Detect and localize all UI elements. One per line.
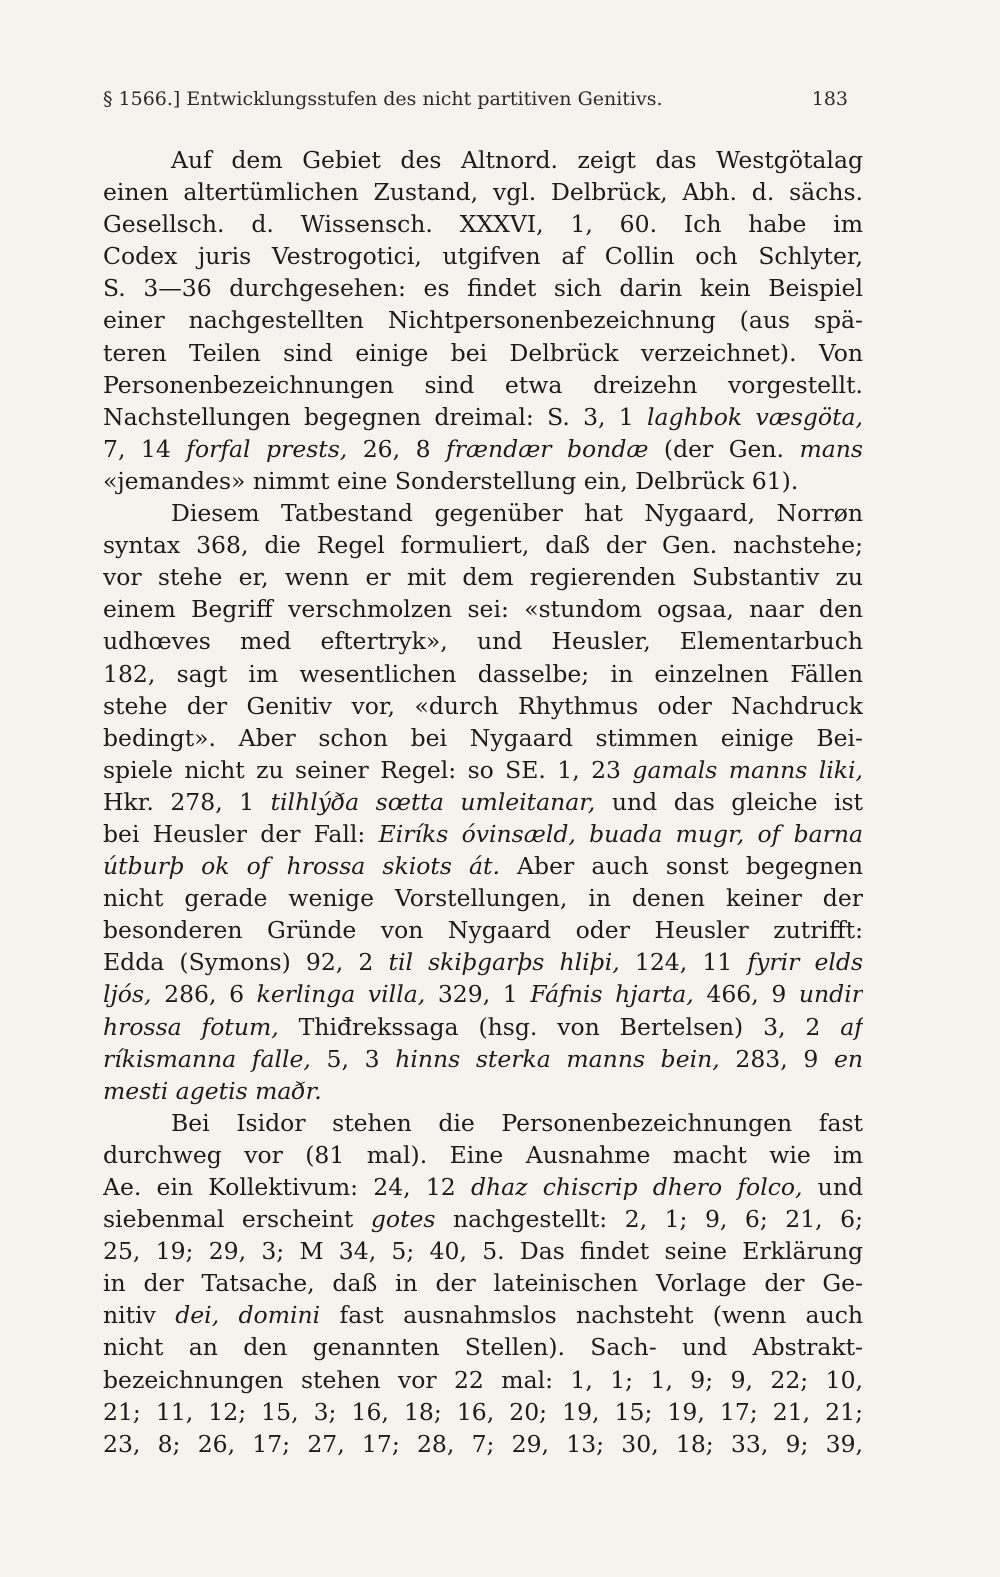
italic-citation: laghbok væsgöta,	[647, 402, 863, 431]
text-run: 329, 1	[425, 980, 531, 1009]
text-line	[103, 1107, 863, 1139]
italic-citation: ríkismanna falle,	[103, 1044, 311, 1073]
text-run: 7, 14	[103, 434, 187, 463]
italic-citation: gamals manns liki,	[632, 755, 863, 784]
text-line	[103, 433, 863, 465]
text-run: syntax 368, die Regel formuliert, daß der Gen. nachstehe;	[103, 531, 863, 560]
text-line	[103, 593, 863, 625]
text-run: 283, 9	[719, 1044, 834, 1073]
text-line	[103, 722, 863, 754]
text-run: und das gleiche ist	[595, 787, 863, 816]
text-run: nitiv	[103, 1301, 176, 1330]
italic-citation: ljós,	[103, 980, 152, 1009]
italic-citation: gotes	[370, 1205, 436, 1234]
italic-citation: Eiríks óvinsæld, buada mugr, of barna	[378, 819, 863, 848]
text-line	[103, 1235, 863, 1267]
italic-citation: útburþ ok of hrossa skiots át.	[103, 852, 500, 881]
italic-citation: en	[833, 1044, 863, 1073]
text-line	[103, 754, 863, 786]
text-line	[103, 369, 863, 401]
text-line	[103, 1075, 863, 1107]
italic-citation: forfal prests,	[186, 434, 348, 463]
header-title: § 1566.] Entwicklungsstufen des nicht partitiven Genitivs.	[103, 88, 663, 110]
text-run: spiele nicht zu seiner Regel: so SE. 1, 23	[103, 755, 633, 784]
text-run: Codex juris Vestrogotici, utgifven af Collin och Schlyter,	[103, 242, 863, 271]
text-run: Thiđrekssaga (hsg. von Bertelsen) 3, 2	[278, 1012, 841, 1041]
text-line	[103, 1043, 863, 1075]
text-run: nachgestellt: 2, 1; 9, 6; 21, 6;	[435, 1205, 863, 1234]
text-line	[103, 304, 863, 336]
text-line	[103, 176, 863, 208]
text-run: 124, 11	[619, 948, 748, 977]
text-run: Personenbezeichnungen sind etwa dreizehn vorgestellt.	[103, 370, 863, 399]
text-run: einem Begriff verschmolzen sei: «stundom ogsaa, naar den	[103, 595, 863, 624]
text-run: Nachstellungen begegnen dreimal: S. 3, 1	[103, 402, 648, 431]
text-run: udhœves med eftertryk», und Heusler, Elementarbuch	[103, 627, 863, 656]
text-line	[103, 1203, 863, 1235]
text-run: und	[802, 1173, 863, 1201]
text-run: Aber auch sonst begegnen	[499, 852, 863, 881]
text-run: 182, sagt im wesentlichen dasselbe; in einzelnen Fällen	[103, 659, 863, 688]
text-run: 25, 19; 29, 3; M 34, 5; 40, 5. Das findet seine Erklärung	[103, 1237, 863, 1266]
text-line	[103, 337, 863, 369]
text-line	[103, 465, 863, 497]
text-run: fast ausnahmslos nachsteht (wenn auch	[320, 1301, 863, 1330]
text-line	[103, 1011, 863, 1043]
text-run: S. 3—36 durchgesehen: es findet sich darin kein Beispiel	[103, 274, 863, 303]
text-run: nicht an den genannten Stellen). Sach- und Abstrakt-	[103, 1333, 863, 1362]
text-line	[103, 561, 863, 593]
text-run: 5, 3	[310, 1044, 396, 1073]
text-run: bezeichnungen stehen vor 22 mal: 1, 1; 1, 9; 9, 22; 10,	[103, 1365, 863, 1394]
italic-citation: tilhlýða sœtta umleitanar,	[270, 787, 596, 816]
text-run: 286, 6	[151, 980, 257, 1009]
text-line	[103, 208, 863, 240]
italic-citation: til skiþgarþs hliþi,	[388, 948, 620, 977]
text-line	[103, 240, 863, 272]
text-run: 26, 8	[347, 434, 446, 463]
text-line	[103, 625, 863, 657]
text-line	[103, 1396, 863, 1428]
text-line	[103, 850, 863, 882]
text-run: einer nachgestellten Nichtpersonenbezeichnung (aus spä-	[103, 306, 863, 335]
text-run: vor stehe er, wenn er mit dem regierenden Substantiv zu	[103, 563, 863, 592]
text-line	[103, 1364, 863, 1396]
text-run: Auf dem Gebiet des Altnord. zeigt das Westgötalag	[171, 146, 863, 174]
text-run: 23, 8; 26, 17; 27, 17; 28, 7; 29, 13; 30, 18; 33, 9; 39,	[103, 1429, 863, 1458]
text-run: teren Teilen sind einige bei Delbrück verzeichnet). Von	[103, 338, 863, 367]
text-run: nicht gerade wenige Vorstellungen, in denen keiner der	[103, 884, 863, 913]
text-run: «jemandes» nimmt eine Sonderstellung ein, Delbrück 61).	[103, 466, 799, 495]
text-line	[103, 1299, 863, 1331]
text-line	[103, 497, 863, 529]
text-run: durchweg vor (81 mal). Eine Ausnahme macht wie im	[103, 1140, 863, 1169]
text-run: bedingt». Aber schon bei Nygaard stimmen einige Bei-	[103, 723, 863, 752]
text-run: besonderen Gründe von Nygaard oder Heusler zutrifft:	[103, 916, 863, 945]
body-text	[103, 144, 863, 1460]
text-run: siebenmal erscheint	[103, 1205, 371, 1234]
italic-citation: undir	[798, 980, 863, 1009]
text-line	[103, 529, 863, 561]
text-run: (der Gen.	[648, 434, 800, 463]
text-line	[103, 1139, 863, 1171]
text-run: stehe der Genitiv vor, «durch Rhythmus oder Nachdruck	[103, 691, 863, 720]
text-run: Hkr. 278, 1	[103, 787, 271, 816]
text-line	[103, 914, 863, 946]
text-line	[103, 818, 863, 850]
text-line	[103, 882, 863, 914]
text-run: Diesem Tatbestand gegenüber hat Nygaard, Norrøn	[171, 499, 863, 528]
text-line	[103, 786, 863, 818]
italic-citation: kerlinga villa,	[256, 980, 426, 1009]
text-run: Gesellsch. d. Wissensch. XXXVI, 1, 60. Ich habe im	[103, 210, 863, 239]
text-run: in der Tatsache, daß in der lateinischen Vorlage der Ge-	[103, 1269, 863, 1298]
text-run: Bei Isidor stehen die Personenbezeichnungen fast	[171, 1108, 863, 1137]
text-line	[103, 1428, 863, 1460]
text-line	[103, 1171, 863, 1203]
text-run: bei Heusler der Fall:	[103, 819, 379, 848]
text-run: einen altertümlichen Zustand, vgl. Delbrück, Abh. d. sächs.	[103, 178, 863, 207]
page-number: 183	[811, 88, 848, 110]
italic-citation: Fáfnis hjarta,	[530, 980, 694, 1009]
italic-citation: hrossa fotum,	[103, 1012, 279, 1041]
text-run: 21; 11, 12; 15, 3; 16, 18; 16, 20; 19, 15; 19, 17; 21, 21;	[103, 1397, 863, 1426]
italic-citation: dhaz chiscrip dhero folco,	[470, 1173, 803, 1201]
text-line	[103, 690, 863, 722]
italic-citation: af	[840, 1012, 863, 1041]
text-line	[103, 946, 863, 978]
italic-citation: frændær bondæ	[446, 434, 649, 463]
italic-citation: mans	[799, 434, 863, 463]
text-run: Ae. ein Kollektivum: 24, 12	[103, 1173, 471, 1201]
italic-citation: hinns sterka manns bein,	[395, 1044, 720, 1073]
text-line	[103, 144, 863, 176]
italic-citation: fyrir elds	[747, 948, 863, 977]
text-line	[103, 978, 863, 1010]
text-run: 466, 9	[693, 980, 799, 1009]
text-line	[103, 1331, 863, 1363]
italic-citation: dei, domini	[175, 1301, 321, 1330]
text-line	[103, 658, 863, 690]
text-run: Edda (Symons) 92, 2	[103, 948, 389, 977]
text-line	[103, 401, 863, 433]
text-line	[103, 272, 863, 304]
italic-citation: mesti agetis maðr.	[103, 1076, 322, 1105]
running-header	[103, 88, 848, 120]
text-line	[103, 1267, 863, 1299]
